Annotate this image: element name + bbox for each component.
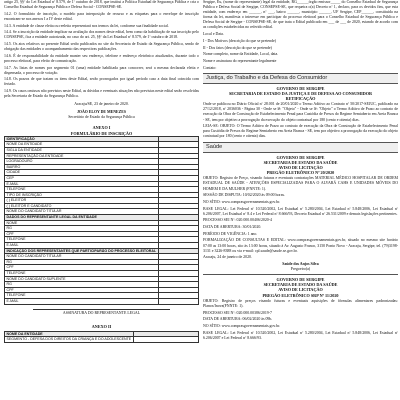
form-field-label: TELEFONE — [5, 237, 159, 243]
divider — [203, 274, 398, 275]
form-row — [5, 337, 199, 343]
s3-dept: SECRETARIA DE ESTADO DA SAÚDE — [263, 282, 338, 288]
form-field-label: E-MAIL — [5, 298, 159, 304]
licitacao-paragraph: SESSÃO DE DISPUTA: 10/02/2020 às 09:00 horas. — [203, 193, 285, 198]
form-field-label: RG — [5, 226, 159, 232]
declaration-paragraph: Local e Data. — [203, 32, 224, 37]
declaration-paragraph: Contato: — [203, 65, 217, 70]
s3-pregao: PREGÃO ELETRÔNICO SRP Nº 11/2020 — [262, 292, 339, 298]
signer-role: Secretário de Estado da Segurança Pública — [68, 115, 135, 120]
place-date: Aracaju/SE, 23 de janeiro de 2020. — [74, 102, 129, 107]
licitacao-paragraph: NO SÍTIO: www.comprasgovernamentais.gov.br. — [203, 199, 281, 204]
s2-pregao: PREGÃO ELETRÔNICO Nº 20/2020 — [266, 170, 335, 176]
licitacao-paragraph: BASE LEGAL: Lei Federal nº 10.520/2002, Lei Estadual nº 5.280/2004, Lei Estadual nº 5.848/2006, Lei Estadual nº 6.206/2007 e Lei Federal nº 8.666/93. — [203, 330, 398, 340]
annex2-title: ANEXO II — [91, 323, 112, 329]
form-field-label: LOGRADOURO — [5, 159, 159, 165]
licitacao-paragraph: BASE LEGAL: Lei Federal nº 10.520/2002, Lei Estadual nº 5.280/2004, Lei Estadual nº 5.848/2006, Lei Estadual nº 6.206/2007, Lei Estadual nº 8.4 e Lei Federal nº 8.666/93, Decreto Estadual nº 26.531/2009 e demais legislações pertinentes. — [203, 206, 398, 216]
section-justica: Justiça, do Trabalho e da Defesa do Consumidor — [203, 73, 398, 84]
s3-notice: AVISO DE LICITAÇÃO — [278, 287, 323, 293]
edital-paragraph: 14.7. As listas de nomes por segmento 01 (uma) entidade habilitada para concorrer, será a mesma declarada eleita e dispensada, o processo de votação. — [4, 65, 199, 75]
form-row — [5, 298, 199, 304]
form-field-label: E-MAIL — [5, 243, 159, 249]
form-field-label: CPF — [5, 287, 159, 293]
edital-paragraph: 14.2. O formulário de inscrição, o modelo para interposição de recurso e as etiquetas para o envelope de inscrição encontram-se nos anexos I a IV deste edital. — [4, 11, 199, 21]
signer-name: JOÃO ELOY DE MENEZES — [76, 110, 127, 115]
declaration-paragraph: Nome e assinatura do representante legalmente — [203, 58, 277, 63]
form-field-label: NOME — [5, 220, 159, 226]
form-field-label: CPF — [5, 265, 159, 271]
licitacao-paragraph: FORMALIZAÇÃO DE CONSULTAS E EDITAL: www.comprasgovernamentais.gov.br, situado no mesmo site horário 07:00 as 13:00 horas, sito às 13:00 horas, situado à Av. Augusto Franco, 3150 Ponto Novo - Aracaju, Sergipe, tel. (79)3198-3131 e 3226-8388 ou via e-mail: cpl.saude@saude.se.gov.br. — [203, 238, 398, 253]
form-field-label: TELEFONE — [5, 187, 159, 193]
signature-caption: ASSINATURA DO REPRESENTANTE LEGAL — [62, 310, 141, 315]
form-field-value[interactable] — [133, 337, 198, 343]
form-field-label: NOME DO CANDIDATO TITULAR — [5, 209, 159, 215]
form-field-label: NOME DA ENTIDADE — [5, 331, 134, 337]
section-saude: Saúde — [203, 142, 398, 153]
s2-signer-role: Pregoeiro(a) — [290, 267, 311, 272]
edital-paragraph: 14.5. Os atos relativos ao presente Edital serão publicados no site da Secretaria de Estado da Segurança Pública, sendo de obrigação das entidades o acompanhamento das respectivas publicações. — [4, 42, 199, 52]
licitacao-paragraph: OBJETO: Registro de preços visando futuras e eventuais aquisições de fórmulas alimentares padronizadas: Planos/Inova(FNNTE: 1). — [203, 298, 398, 308]
licitacao-paragraph: NO SÍTIO: www.comprasgovernamentais.gov.br. — [203, 323, 281, 328]
annex1-title: ANEXO I — [92, 125, 111, 131]
form-field-label: CPF — [5, 231, 159, 237]
edital-paragraph: 14.3. A entidade de classe eleita ou reeleita representará nos termos da lei, conforme sua finalidade social. — [4, 23, 169, 28]
form-field-label: SEGMENTO - DEFESA DOS DIREITOS DA CRIANÇA E DO ADOLESCENTE — [6, 337, 132, 342]
s2-signer: Saúde dos Anjos Silva — [282, 262, 319, 267]
form-field-label: ( ) ELEITOR — [5, 198, 159, 204]
form-field-label: IDENTIFICAÇÃO — [5, 136, 159, 142]
s1-body — [203, 102, 398, 139]
annex2-table — [4, 331, 199, 343]
s1-doc: RETIFICAÇÃO — [285, 96, 316, 102]
edital-paragraph: artigo 25, §§º do Lei Estadual nº 8.579, de 1º outubro de 2018, que institui a Política Estadual de Segurança Pública e cria o Conselho Estadual de Segurança Pública e Defesa Social - CONSEPSE-SE. — [4, 0, 199, 10]
form-field-label: REPRESENTAÇÃO DA ENTIDADE — [5, 153, 159, 159]
licitacao-paragraph: DATA DE ABERTURA: 30/01/2020. — [203, 225, 262, 230]
s2-body — [203, 176, 398, 260]
form-field-label: CEP — [5, 175, 159, 181]
declaration-paragraph: Sergipe, Eu, (nome do representante) legal da entidade, RG______órgão emissor_____ do Conselho Estadual de Segurança Pública e Defesa Social de Sergipe, CONSEPSE-SE, que requeira o(a) Decreto nº 1, declaro, para os devidos fins, que esta entidade, com endereço em ______, nº ___, bairro ______, município ______, UF Sergipe, CEP______, constituída na forma da lei, manifesta o interesse em participar do processo eleitoral para o Conselho Estadual de Segurança Pública e Defesa Social de Sergipe - CONSEPSE-SE, de que trata o Edital publicado em ___ de ___ de 2020, estando de acordo com as condições estabelecidas no referido edital. — [203, 0, 398, 30]
licitacao-paragraph: PROCESSO SEI Nº: 020.000.00406/2020-4 — [203, 218, 272, 223]
annex-declaration — [203, 0, 398, 71]
form-field-label: TELEFONE — [5, 271, 159, 277]
form-field-label: ( ) ELEITOR E CANDIDATO — [5, 203, 159, 209]
form-field-label: DADOS DO REPRESENTANTE LEGAL DA ENTIDADE — [5, 215, 159, 221]
form-field-label: E-MAIL — [5, 181, 159, 187]
form-field-label: NOME DO CANDIDATO TITULAR — [5, 254, 159, 260]
s2-notice: AVISO DE LICITAÇÃO — [278, 164, 323, 170]
s1-org: GOVERNO DE SERGIPE — [276, 85, 325, 91]
s1-dept: SECRETARIA DE ESTADO DA JUSTIÇA E DE DEFESA AO CONSUMIDOR — [228, 90, 373, 96]
edital-paragraph: 14.4. Se a inscrição da entidade implicar na avaliação dos nomes deste edital, bem como da habilitação de sua inscrição pelo CONSEPSE, fica a entidade autorizada, no caso do art. 25, §§º da Lei Estadual nº 8.579, de 1º outubro de 2018. — [4, 30, 199, 40]
licitacao-paragraph: OBJETO: Registro de Preço, visando futuras e eventuais contratações MATERIAL MÉDICO HOSPITALAR DE ORDEM ESTADUAL DE SAÚDE - ATENÇÕES ESPECIALIZADAS PARA O ALVARÁ CAHS E UNIDADES MÓVEIS DO HOMEM E DA MULHER (FNNTE: 1). — [203, 176, 398, 191]
licitacao-paragraph: PROCESSO SEI Nº: 020.000.00386/2019-7 — [203, 310, 272, 315]
registration-form-table — [4, 136, 199, 305]
form-field-label: NOME DA ENTIDADE — [5, 142, 159, 148]
form-field-label: CIDADE — [5, 170, 159, 176]
licitacao-paragraph: DATA DE ABERTURA: 06/02/2020 às 09h. — [203, 317, 273, 322]
declaration-paragraph: Nome completo, nome da Entidade, Local, data. — [203, 52, 279, 57]
edital-paragraph: 14.8. Os prazos de que tratam os itens deste Edital, serão prorrogados por igual período caso a data final coincida com feriado. — [4, 77, 199, 87]
edital-paragraph: 14.9. Os casos omissos não previstos neste Edital, as dúvidas e eventuais situações não previstas neste edital serão resolvidas pela Secretaria de Estado da Segurança Pública. — [4, 89, 199, 99]
s3-body — [203, 299, 398, 341]
annex1-subtitle: FORMULÁRIO DE INSCRIÇÃO — [70, 130, 133, 136]
form-field-label: TIPO DE INSCRIÇÃO — [5, 192, 159, 198]
declaration-paragraph: II - Dos fatos (descrição do que se pretende) — [203, 45, 272, 50]
licitacao-paragraph: Aracaju, 24 de janeiro de 2020. — [203, 255, 252, 260]
s2-org: GOVERNO DE SERGIPE — [276, 154, 325, 160]
licitacao-paragraph: PERÍODO DE VIGÊNCIA: 1 ano. — [203, 231, 258, 236]
intro-section — [4, 0, 199, 99]
retificacao-paragraph: Onde se publicou no Diário Oficial nº 28.001 de 20/01/2020 o Termo Aditivo ao Contrato nº 50/2017-SEJUC, publicado na 27/12/2018, nº 2036036 - Página 30 - Onde se lê: "Objeto" - Onde se lê: "Objeto" o Termo Aditivo de Prazo ao contrato de execução da Obra de Construção de Estabelecimento Penal para Custódia de Presos do Regime Semiaberto em Areia Branca - SE, tem por objetivo a prorrogação da execução do objeto contratual por 180 (cento e oitenta) dias. — [203, 102, 398, 122]
form-field-label: SIGLA DA ENTIDADE — [5, 147, 159, 153]
form-field-value[interactable] — [158, 298, 198, 304]
left-column — [4, 0, 199, 400]
form-field-label: RG — [5, 259, 159, 265]
form-field-label: NOME DO CANDIDATO SUPLENTE — [5, 276, 159, 282]
form-field-label: TELEFONE — [5, 293, 159, 299]
declaration-paragraph: I - Dos Motivos (descrição do que se pretende) — [203, 38, 277, 43]
edital-paragraph: 14.6. É de responsabilidade da entidade manter seu endereço, telefone e endereço eletrônico atualizados, durante todo o processo eleitoral, para efeito de comunicação. — [4, 53, 199, 63]
retificacao-paragraph: LEIA-SE: OBJETO: O Termo Aditivo de Prazo ao contrato de execução da Obra de Construção de Estabelecimento Penal para Custódia de Presos do Regime Semiaberto em Areia Branca - SE, tem por objetivo a prorrogação da execução do objeto contratual por 180 (cento e oitenta) dias. — [203, 124, 398, 139]
s2-dept: SECRETARIA DE ESTADO DA SAÚDE — [263, 159, 338, 165]
signature-line — [33, 309, 170, 310]
right-column — [203, 0, 398, 400]
form-field-label: RG — [5, 282, 159, 288]
form-field-label: BAIRRO — [5, 164, 159, 170]
s3-org: GOVERNO DE SERGIPE — [276, 277, 325, 283]
form-field-label: INDICAÇÃO DOS REPRESENTANTES QUE PARTICIPARÃO DO PROCESSO ELEITORAL — [6, 248, 157, 253]
